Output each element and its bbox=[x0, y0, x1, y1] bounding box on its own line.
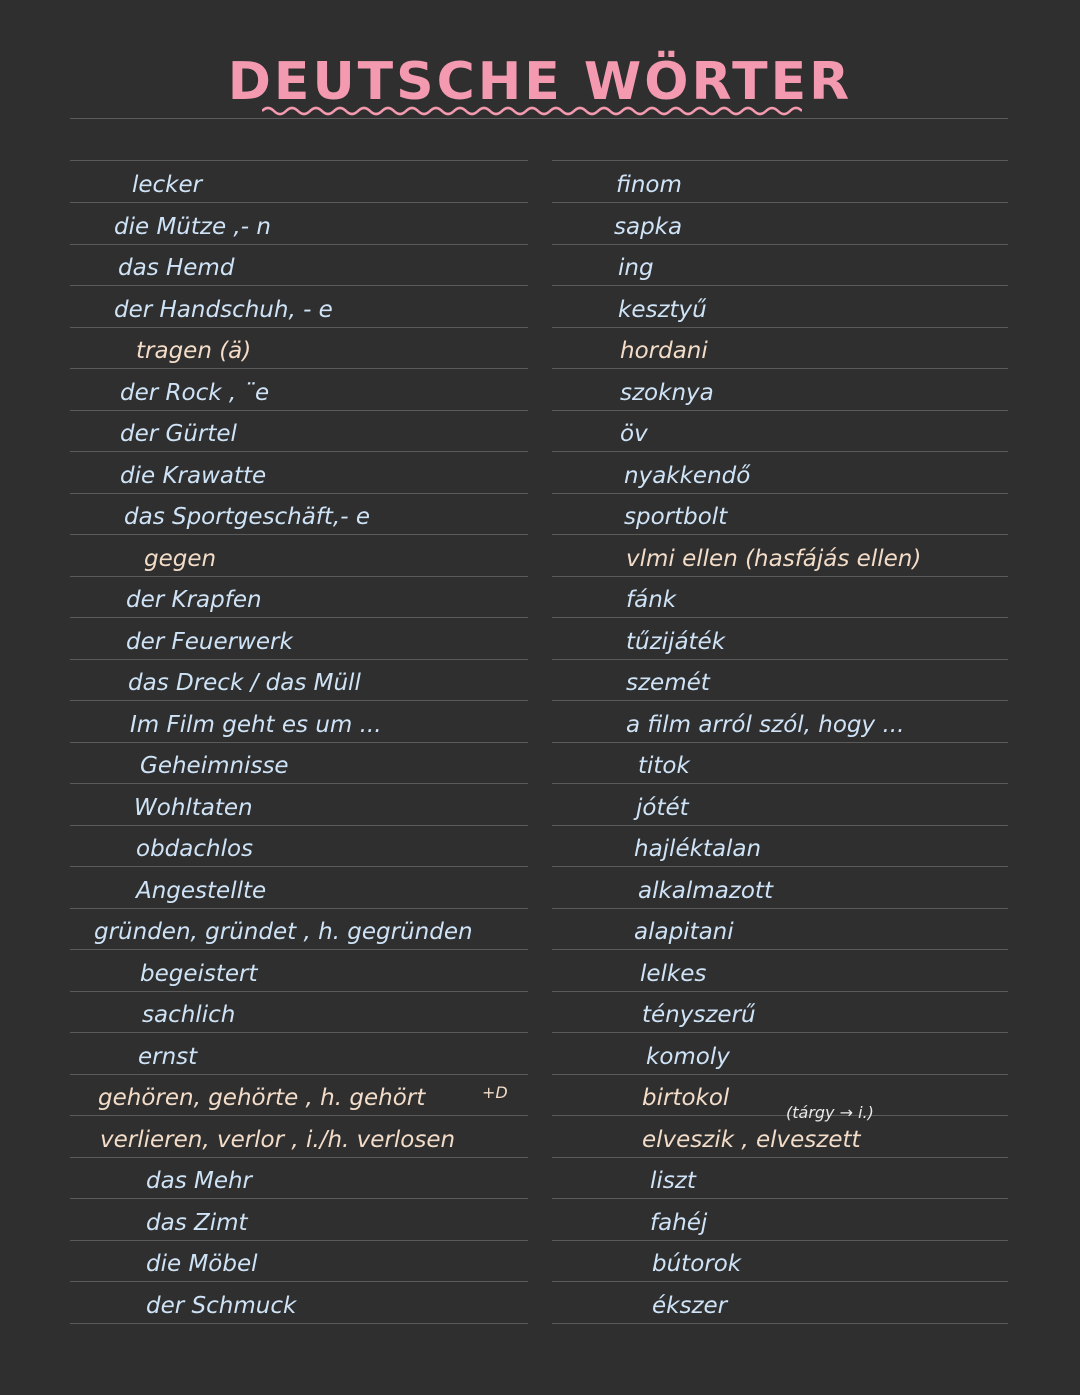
ruled-line bbox=[552, 1032, 1008, 1033]
hungarian-translation: tényszerű bbox=[642, 1002, 756, 1028]
german-word: ernst bbox=[138, 1044, 198, 1070]
ruled-line bbox=[70, 493, 528, 494]
ruled-line bbox=[70, 659, 528, 660]
ruled-line bbox=[552, 1240, 1008, 1241]
hungarian-translation: elveszik , elveszett bbox=[642, 1127, 861, 1153]
german-word: das Zimt bbox=[146, 1210, 248, 1236]
german-word: Wohltaten bbox=[134, 795, 253, 821]
transitivity-note: (tárgy → i.) bbox=[786, 1103, 874, 1122]
hungarian-translation: tűzijáték bbox=[626, 629, 726, 655]
hungarian-translation: fahéj bbox=[650, 1210, 708, 1236]
ruled-line bbox=[552, 1323, 1008, 1324]
hungarian-translation: alkalmazott bbox=[638, 878, 773, 904]
ruled-line bbox=[552, 493, 1008, 494]
german-word: Geheimnisse bbox=[140, 753, 289, 779]
ruled-line bbox=[70, 1032, 528, 1033]
ruled-line bbox=[70, 160, 528, 161]
hungarian-translation: hordani bbox=[620, 338, 708, 364]
hungarian-translation: öv bbox=[620, 421, 648, 447]
ruled-line bbox=[70, 1240, 528, 1241]
ruled-line bbox=[552, 908, 1008, 909]
ruled-line bbox=[552, 534, 1008, 535]
ruled-line bbox=[70, 617, 528, 618]
ruled-line bbox=[552, 576, 1008, 577]
ruled-line bbox=[552, 659, 1008, 660]
ruled-line bbox=[552, 783, 1008, 784]
german-word: die Mütze ,- n bbox=[114, 214, 271, 240]
german-word: Im Film geht es um ... bbox=[130, 712, 382, 738]
german-word: gehören, gehörte , h. gehört bbox=[98, 1085, 426, 1111]
hungarian-translation: vlmi ellen (hasfájás ellen) bbox=[626, 546, 922, 572]
ruled-line bbox=[552, 451, 1008, 452]
ruled-line bbox=[552, 410, 1008, 411]
ruled-line bbox=[552, 742, 1008, 743]
german-word: der Rock , ¨e bbox=[120, 380, 270, 406]
ruled-line bbox=[552, 202, 1008, 203]
ruled-line bbox=[70, 451, 528, 452]
hungarian-translation: nyakkendő bbox=[624, 463, 751, 489]
german-word: begeistert bbox=[140, 961, 258, 987]
ruled-line bbox=[552, 825, 1008, 826]
hungarian-translation: hajléktalan bbox=[634, 836, 762, 862]
ruled-line bbox=[70, 949, 528, 950]
hungarian-translation: finom bbox=[616, 172, 682, 198]
ruled-line bbox=[552, 1115, 1008, 1116]
ruled-line bbox=[70, 908, 528, 909]
ruled-line bbox=[70, 368, 528, 369]
ruled-line bbox=[70, 1198, 528, 1199]
ruled-line bbox=[552, 949, 1008, 950]
page-title: DEUTSCHE WÖRTER bbox=[227, 52, 853, 112]
hungarian-translation: szemét bbox=[626, 670, 710, 696]
ruled-line bbox=[552, 285, 1008, 286]
german-word: das Dreck / das Müll bbox=[128, 670, 361, 696]
ruled-line bbox=[70, 700, 528, 701]
german-word: die Krawatte bbox=[120, 463, 267, 489]
ruled-line bbox=[552, 1074, 1008, 1075]
german-word: Angestellte bbox=[136, 878, 267, 904]
ruled-line bbox=[70, 825, 528, 826]
ruled-line bbox=[552, 991, 1008, 992]
ruled-line bbox=[552, 1198, 1008, 1199]
german-word: lecker bbox=[132, 172, 203, 198]
hungarian-translation: kesztyű bbox=[618, 297, 707, 323]
german-word: tragen (ä) bbox=[136, 338, 252, 364]
ruled-line bbox=[70, 1074, 528, 1075]
german-word: gegen bbox=[144, 546, 217, 572]
hungarian-translation: sportbolt bbox=[624, 504, 728, 530]
ruled-line bbox=[552, 160, 1008, 161]
title-wavy-underline bbox=[262, 104, 802, 118]
hungarian-translation: a film arról szól, hogy ... bbox=[626, 712, 905, 738]
german-word: der Schmuck bbox=[146, 1293, 297, 1319]
german-word: obdachlos bbox=[136, 836, 254, 862]
german-word: das Mehr bbox=[146, 1168, 253, 1194]
ruled-line bbox=[70, 866, 528, 867]
german-word: der Krapfen bbox=[126, 587, 262, 613]
ruled-line bbox=[70, 1281, 528, 1282]
ruled-line bbox=[70, 202, 528, 203]
ruled-line bbox=[70, 285, 528, 286]
hungarian-translation: alapitani bbox=[634, 919, 734, 945]
hungarian-translation: szoknya bbox=[620, 380, 714, 406]
german-word: der Handschuh, - e bbox=[114, 297, 333, 323]
german-word: sachlich bbox=[142, 1002, 236, 1028]
hungarian-translation: ing bbox=[618, 255, 654, 281]
hungarian-translation: bútorok bbox=[652, 1251, 742, 1277]
ruled-line bbox=[70, 410, 528, 411]
ruled-line bbox=[70, 576, 528, 577]
ruled-line bbox=[70, 1323, 528, 1324]
ruled-line bbox=[70, 1157, 528, 1158]
hungarian-translation: fánk bbox=[626, 587, 677, 613]
ruled-line bbox=[70, 534, 528, 535]
ruled-line bbox=[552, 617, 1008, 618]
hungarian-translation: liszt bbox=[650, 1168, 696, 1194]
ruled-line bbox=[70, 742, 528, 743]
ruled-line bbox=[552, 244, 1008, 245]
ruled-line bbox=[70, 118, 1008, 119]
german-word: gründen, gründet , h. gegründen bbox=[94, 919, 473, 945]
german-word: der Gürtel bbox=[120, 421, 237, 447]
hungarian-translation: sapka bbox=[614, 214, 683, 240]
hungarian-translation: komoly bbox=[646, 1044, 730, 1070]
ruled-line bbox=[552, 700, 1008, 701]
ruled-line bbox=[70, 244, 528, 245]
ruled-line bbox=[552, 327, 1008, 328]
ruled-line bbox=[552, 1281, 1008, 1282]
hungarian-translation: titok bbox=[638, 753, 690, 779]
ruled-line bbox=[552, 866, 1008, 867]
dative-note: +D bbox=[482, 1083, 508, 1102]
german-word: das Sportgeschäft,- e bbox=[124, 504, 370, 530]
ruled-line bbox=[70, 1115, 528, 1116]
hungarian-translation: lelkes bbox=[640, 961, 707, 987]
ruled-line bbox=[70, 783, 528, 784]
hungarian-translation: jótét bbox=[636, 795, 689, 821]
ruled-line bbox=[70, 991, 528, 992]
german-word: der Feuerwerk bbox=[126, 629, 293, 655]
ruled-line bbox=[70, 327, 528, 328]
ruled-line bbox=[552, 368, 1008, 369]
german-word: die Möbel bbox=[146, 1251, 258, 1277]
hungarian-translation: ékszer bbox=[652, 1293, 728, 1319]
german-word: verlieren, verlor , i./h. verlosen bbox=[100, 1127, 456, 1153]
hungarian-translation: birtokol bbox=[642, 1085, 730, 1111]
ruled-line bbox=[552, 1157, 1008, 1158]
german-word: das Hemd bbox=[118, 255, 235, 281]
